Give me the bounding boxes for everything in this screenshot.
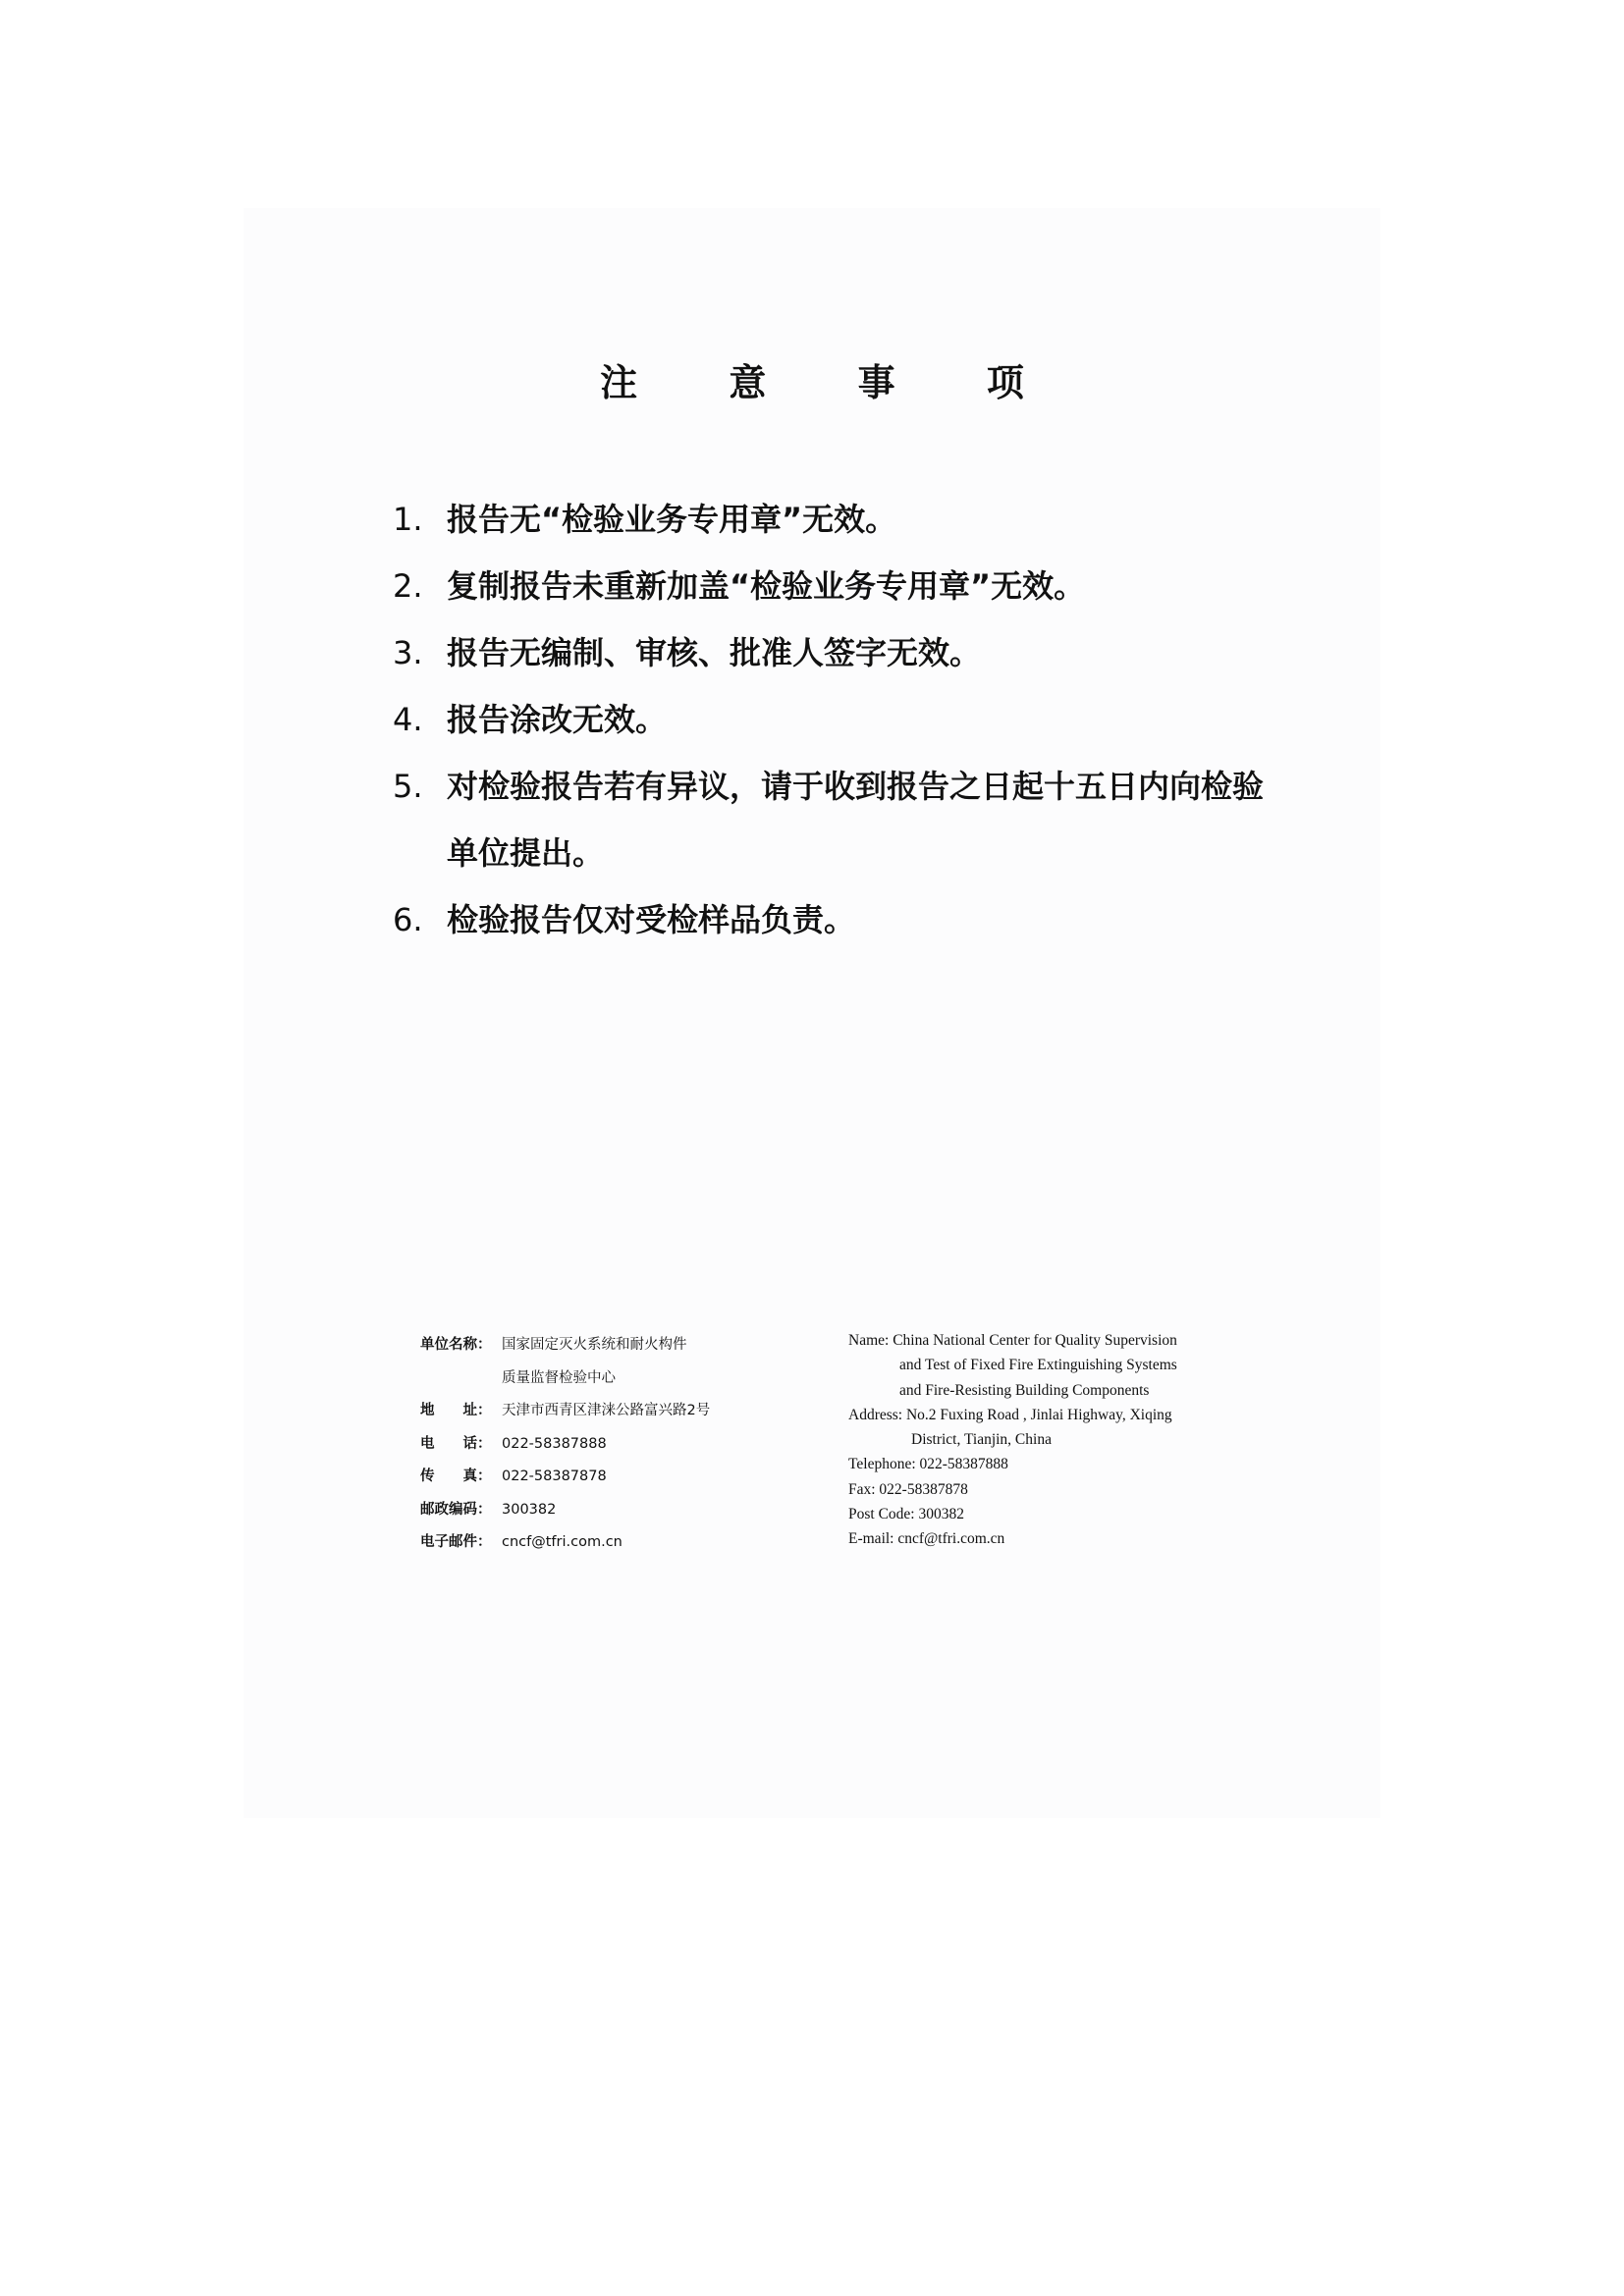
en-address-line1: Address: No.2 Fuxing Road , Jinlai Highway, Xiqing: [848, 1406, 1172, 1423]
contact-fax-row: [420, 1461, 813, 1494]
name-value-line2: 质量监督检验中心: [502, 1369, 616, 1386]
email-label: 电子邮件：: [420, 1534, 492, 1550]
contact-info-chinese: [420, 1329, 813, 1560]
en-telephone: Telephone: 022-58387888: [848, 1456, 1008, 1473]
contact-phone-row: [420, 1428, 813, 1462]
name-label: 单位名称：: [420, 1337, 492, 1353]
contact-info-english: [848, 1328, 1241, 1552]
postcode-label: 邮政编码：: [420, 1501, 492, 1518]
notice-item: [393, 553, 1276, 619]
address-value: 天津市西青区津涞公路富兴路2号: [502, 1403, 711, 1418]
en-address-line2: District, Tianjin, China: [911, 1431, 1052, 1449]
notice-item: [393, 753, 1272, 886]
notice-list: [393, 486, 1276, 953]
contact-name-row-2: [420, 1362, 813, 1396]
notice-number: 4.: [393, 701, 423, 738]
notice-number: 5.: [393, 768, 423, 805]
notice-item: [393, 686, 1276, 753]
email-value: cncf@tfri.com.cn: [502, 1534, 623, 1550]
phone-value: 022-58387888: [502, 1435, 607, 1452]
notice-text: 报告无“检验业务专用章”无效。: [447, 501, 897, 538]
notice-number: 3.: [393, 634, 423, 671]
en-email: E-mail: cncf@tfri.com.cn: [848, 1530, 1005, 1548]
notice-item: [393, 486, 1276, 553]
notice-text: 报告涂改无效。: [447, 701, 668, 738]
contact-postcode-row: [420, 1494, 813, 1527]
notice-number: 6.: [393, 901, 423, 938]
postcode-value: 300382: [502, 1501, 557, 1518]
en-postcode: Post Code: 300382: [848, 1506, 964, 1523]
notice-number: 1.: [393, 501, 423, 538]
scanned-page-area: [244, 208, 1380, 1818]
contact-email-row: [420, 1526, 813, 1560]
name-value: 国家固定灭火系统和耐火构件: [502, 1337, 687, 1353]
notice-item: [393, 619, 1276, 686]
contact-address-row: [420, 1395, 813, 1428]
address-label: 地 址：: [420, 1403, 492, 1418]
en-fax: Fax: 022-58387878: [848, 1480, 968, 1498]
notice-text: 检验报告仅对受检样品负责。: [447, 901, 856, 938]
notice-item: [393, 886, 1276, 953]
en-name-line3: and Fire-Resisting Building Components: [899, 1381, 1150, 1399]
notice-text: 复制报告未重新加盖“检验业务专用章”无效。: [447, 567, 1086, 605]
notice-text: 对检验报告若有异议，请于收到报告之日起十五日内向检验单位提出。: [447, 768, 1265, 872]
fax-label: 传 真：: [420, 1468, 492, 1484]
phone-label: 电 话：: [420, 1435, 492, 1452]
en-name-line1: Name: China National Center for Quality Supervision: [848, 1332, 1177, 1349]
contact-name-row: [420, 1329, 813, 1362]
fax-value: 022-58387878: [502, 1468, 607, 1484]
en-name-line2: and Test of Fixed Fire Extinguishing Systems: [899, 1357, 1177, 1374]
page-title: 注 意 事 项: [600, 361, 1063, 404]
notice-text: 报告无编制、审核、批准人签字无效。: [447, 634, 982, 671]
notice-number: 2.: [393, 567, 423, 605]
